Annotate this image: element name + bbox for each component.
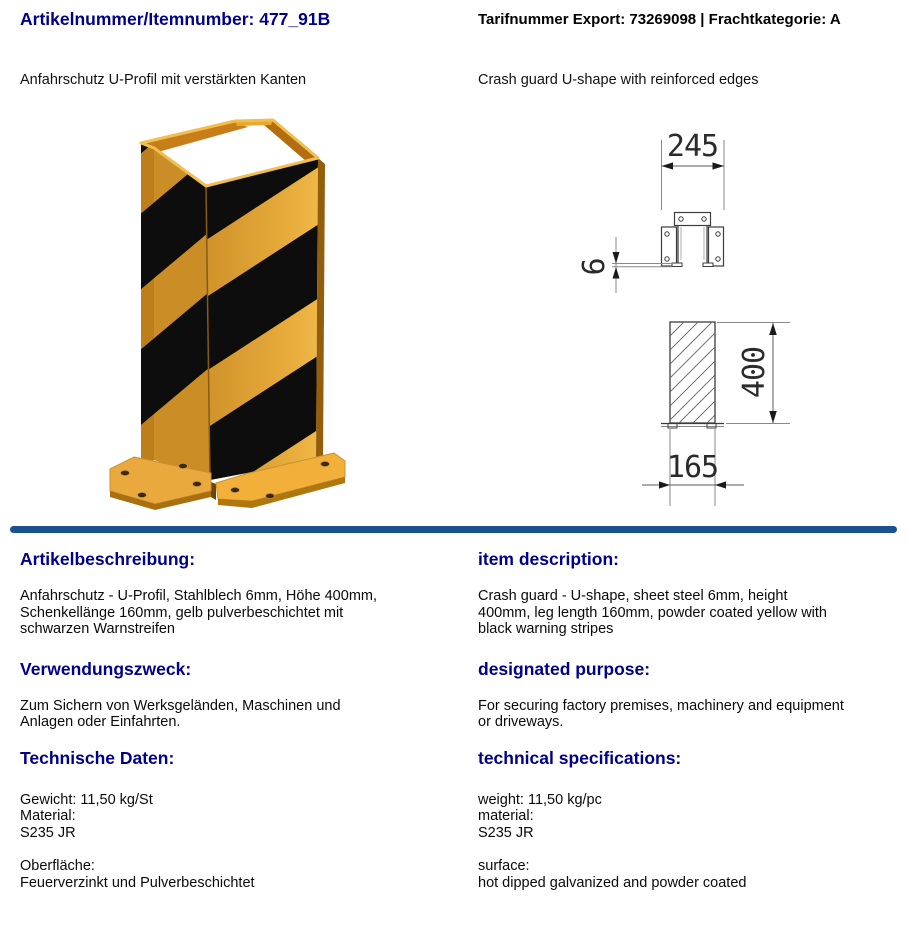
purpose-text-de: Zum Sichern von Werksgeländen, Maschinen und Anlagen oder Einfahrten. [20, 697, 341, 730]
description-text-en: Crash guard - U-shape, sheet steel 6mm, height 400mm, leg length 160mm, powder coated yellow with black warning stripes [478, 588, 827, 637]
description-heading-de: Artikelbeschreibung: [20, 549, 196, 569]
dim-height-400: 400 [737, 346, 772, 399]
product-image [98, 112, 386, 527]
description-heading-en: item description: [478, 549, 619, 569]
spec-text-en: weight: 11,50 kg/pc material: S235 JR [478, 791, 602, 841]
purpose-heading-de: Verwendungszweck: [20, 658, 192, 679]
technical-drawing-top-view [577, 129, 724, 293]
dim-leg-165: 165 [666, 450, 719, 485]
purpose-text-en: For securing factory premises, machinery and equipment or driveways. [478, 697, 844, 730]
product-subtitle-en: Crash guard U-shape with reinforced edges [478, 72, 759, 88]
tech-heading-en: technical specifications: [478, 747, 682, 768]
tariff-freight-title: Tarifnummer Export: 73269098 | Frachtkategorie: A [478, 11, 841, 28]
dim-width-245: 245 [666, 129, 719, 164]
surface-text-de: Oberfläche: Feuerverzinkt und Pulverbeschichtet [20, 858, 255, 891]
dim-thickness-6: 6 [577, 258, 612, 276]
description-text-de: Anfahrschutz - U-Profil, Stahlblech 6mm, Höhe 400mm, Schenkellänge 160mm, gelb pulverbeschichtet mit schwarzen Warnstreifen [20, 588, 377, 637]
tech-heading-de: Technische Daten: [20, 747, 175, 768]
surface-text-en: surface: hot dipped galvanized and powder coated [478, 858, 747, 891]
purpose-heading-en: designated purpose: [478, 658, 651, 679]
technical-drawing-side-view [642, 322, 790, 506]
column-english [478, 540, 907, 891]
u-profile-top-opening [143, 120, 318, 162]
column-german [20, 540, 465, 891]
section-divider [10, 526, 897, 533]
technical-drawing [550, 112, 820, 522]
item-number-title: Artikelnummer/Itemnumber: 477_91B [20, 9, 331, 29]
product-subtitle-de: Anfahrschutz U-Profil mit verstärkten Kanten [20, 72, 307, 88]
spec-text-de: Gewicht: 11,50 kg/St Material: S235 JR [20, 791, 153, 841]
